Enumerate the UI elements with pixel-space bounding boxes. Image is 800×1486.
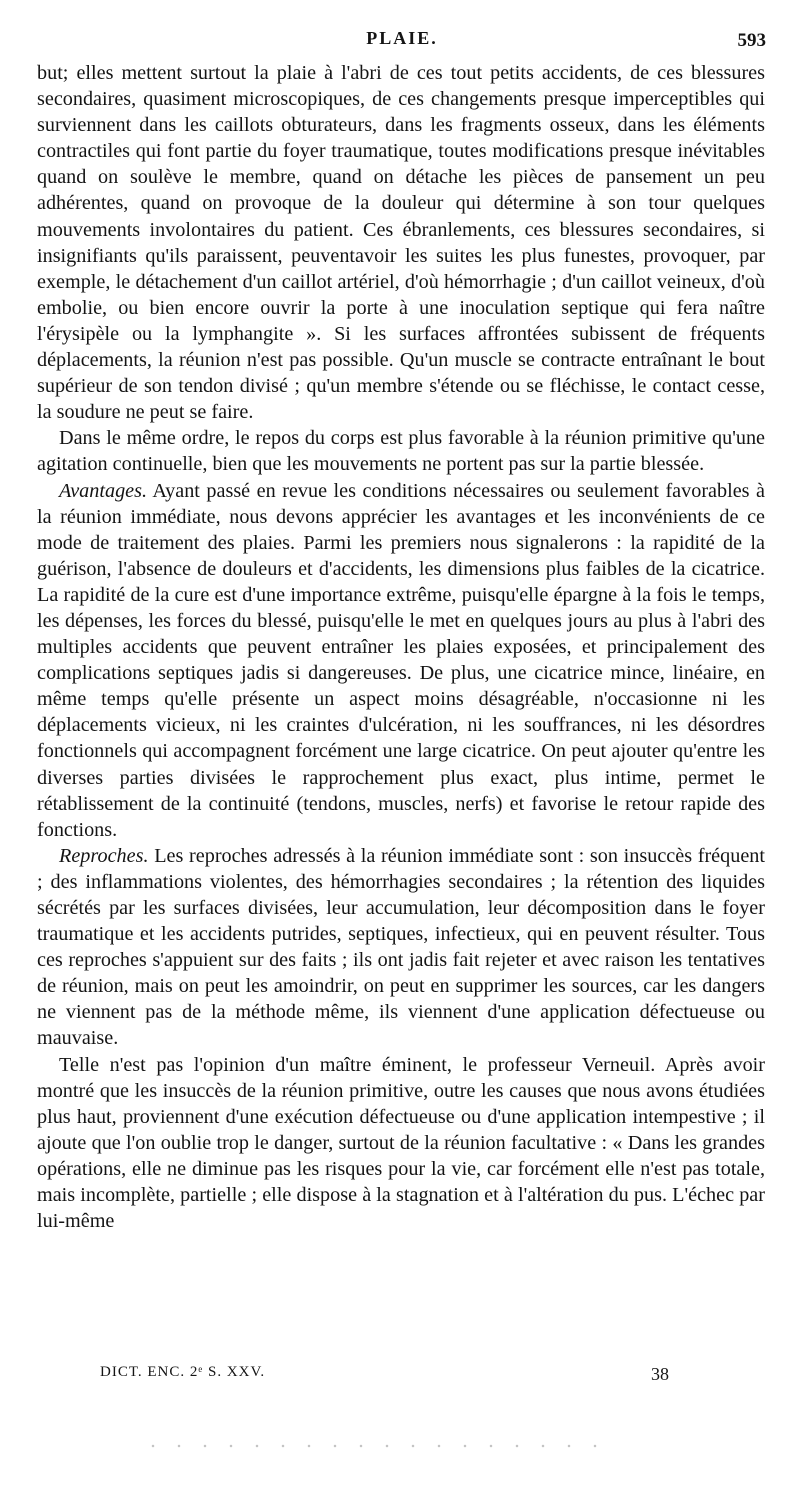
paragraph-text: Telle n'est pas l'opinion d'un maître éminent, le professeur Verneuil. Après avoir montré que les insuccès de la réunion primitive, outre les causes que nous avons étudiées plus haut, proviennent d'une exécution défectueuse ou d'une application intempestive ; il ajoute que l'on oublie trop le danger, surtout de la réunion facultative : « Dans les grandes opérations, elle ne diminue pas les risques pour la vie, car forcément elle n'est pas totale, mais incomplète, partielle ; elle dispose à la stagnation et à l'altération du pus. L'échec par lui-même [37, 1053, 765, 1233]
paragraph-text: Ayant passé en revue les conditions nécessaires ou seulement favorables à la réunion immédiate, nous devons apprécier les avantages et les inconvénients de ce mode de traitement des plaies. Parmi les premiers nous signalerons : la rapidité de la guérison, l'absence de douleurs et d'accidents, les dimensions plus faibles de la cicatrice. La rapidité de la cure est d'une importance extrême, puisqu'elle épargne à la fois le temps, les dépenses, les forces du blessé, puisqu'elle le met en quelques jours au plus à l'abri des multiples accidents que peuvent entraîner les plaies exposées, et principalement des complications septiques jadis si dangereuses. De plus, une cicatrice mince, linéaire, en même temps qu'elle présente un aspect moins désagréable, n'occasionne ni les déplacements vicieux, ni les craintes d'ulcération, ni les souffrances, ni les désordres fonctionnels qui accompagnent forcément une large cicatrice. On peut ajouter qu'entre les diverses parties divisées le rapprochement plus exact, plus intime, permet le rétablissement de la continuité (tendons, muscles, nerfs) et favorise le retour rapide des fonctions. [37, 479, 765, 841]
scan-speckle-decoration [140, 1444, 600, 1448]
paragraph-text: but; elles mettent surtout la plaie à l'abri de ces tout petits accidents, de ces blessures secondaires, quasiment microscopiques, de ces changements presque imperceptibles qui surviennent dans les caillots obturateurs, dans les fragments osseux, dans les éléments contractiles qui font partie du foyer traumatique, toutes modifications presque inévitables quand on soulève le membre, quand on détache les pièces de pansement un peu adhérentes, quand on provoque de la douleur qui détermine à son tour quelques mouvements involontaires du patient. Ces ébranlements, ces blessures secondaires, si insignifiants qu'ils paraissent, peuventavoir les suites les plus funestes, provoquer, par exemple, le détachement d'un caillot artériel, d'où hémorrhagie ; d'un caillot veineux, d'où embolie, ou bien encore ouvrir la porte à une inoculation septique qui fera naître l'érysipèle ou la lymphangite ». Si les surfaces affrontées subissent de fréquents déplacements, la réunion n'est pas possible. Qu'un muscle se contracte entraînant le bout supérieur de son tendon divisé ; qu'un membre s'étende ou se fléchisse, le contact cesse, la soudure ne peut se faire. [37, 62, 765, 424]
paragraph-verneuil [37, 1052, 765, 1235]
paragraph-text: Dans le même ordre, le repos du corps est plus favorable à la réunion primitive qu'une agitation continuelle, bien que les mouvements ne portent pas sur la partie blessée. [37, 427, 765, 476]
paragraph-text: Les reproches adressés à la réunion immédiate sont : son insuccès fréquent ; des inflammations violentes, des hémorrhagies secondaires ; la rétention des liquides sécrétés par les surfaces divisées, leur accumulation, leur décomposition dans le foyer traumatique et les accidents putrides, septiques, infectieux, qui en peuvent résulter. Tous ces reproches s'appuient sur des faits ; ils ont jadis fait rejeter et avec raison les tentatives de réunion, mais on peut les amoindrir, on peut en supprimer les sources, car les dangers ne viennent pas de la méthode même, ils viennent d'une application défectueuse ou mauvaise. [37, 844, 765, 1050]
paragraph-continuation [37, 60, 765, 425]
section-lead-avantages: Avantages. [59, 479, 148, 502]
page-footer [100, 1364, 720, 1392]
paragraph-avantages [37, 478, 765, 843]
footer-signature-number: 38 [651, 1364, 669, 1384]
running-head [38, 28, 766, 54]
paragraph-reproches [37, 843, 765, 1052]
running-title: PLAIE. [366, 28, 438, 48]
paragraph-repos [37, 425, 765, 477]
footer-series-mark: DICT. ENC. 2ᵉ S. XXV. [100, 1364, 266, 1380]
body-text [37, 60, 765, 1234]
page-number: 593 [737, 30, 766, 51]
section-lead-reproches: Reproches. [59, 844, 149, 867]
